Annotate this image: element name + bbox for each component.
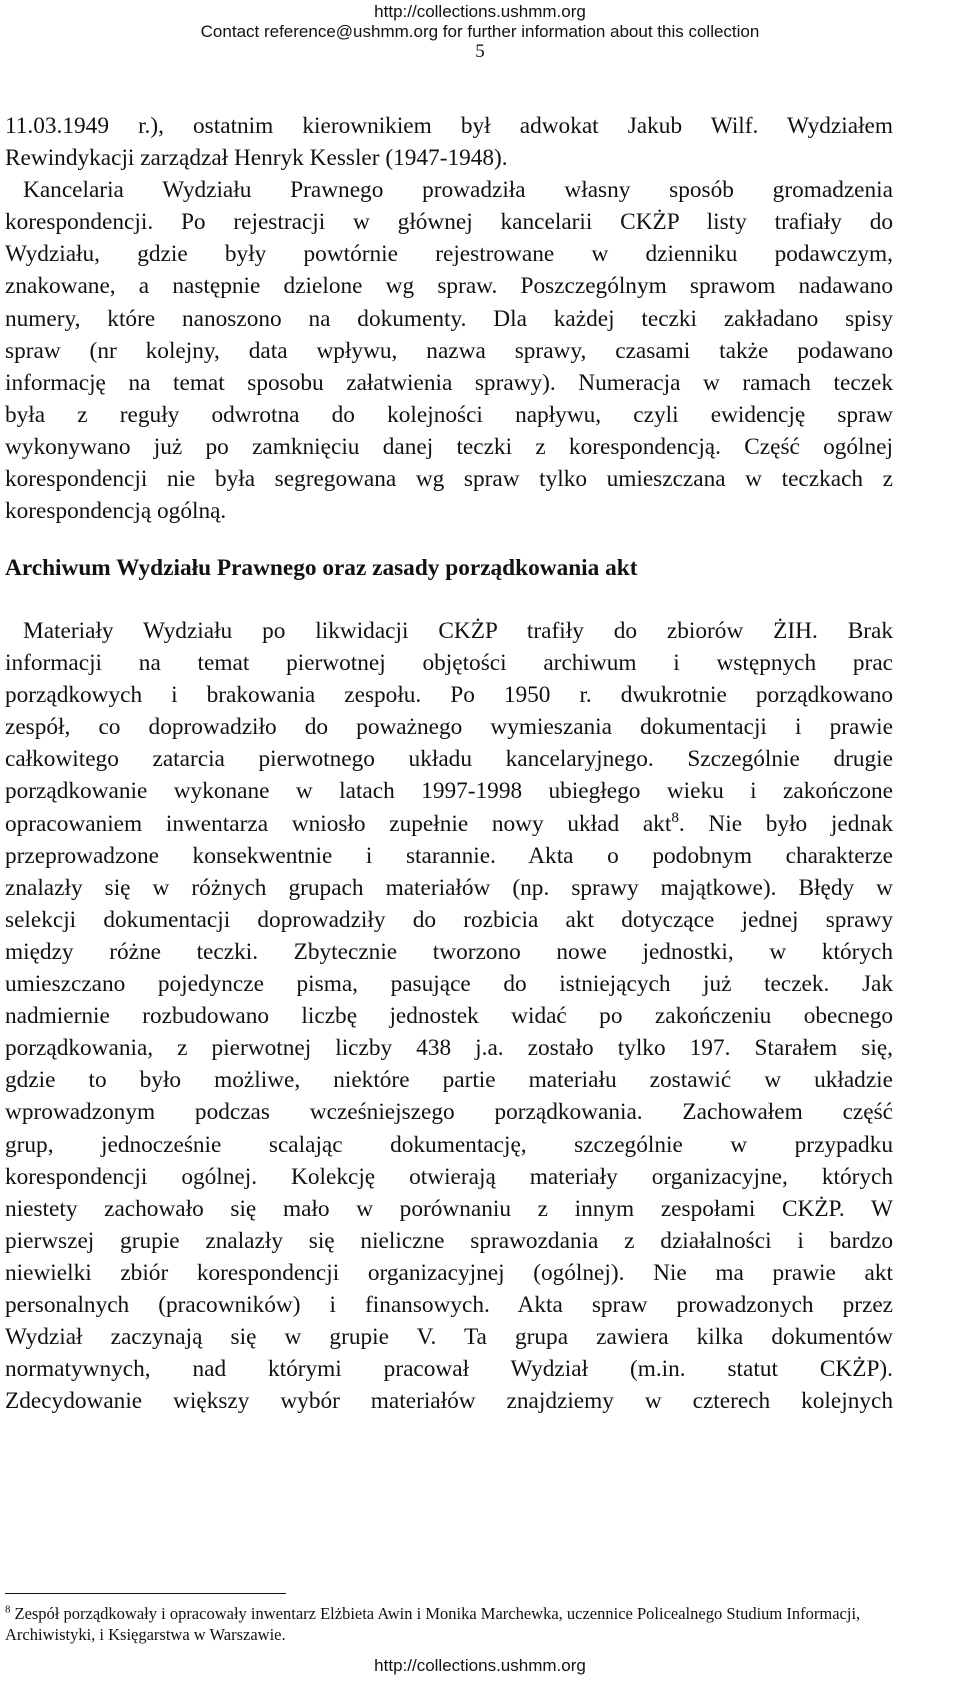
paragraph-kancelaria (5, 110, 893, 527)
footer-url: http://collections.ushmm.org (374, 1656, 586, 1675)
text-fragment: . Nie było jednak (678, 810, 894, 837)
text-line: pierwszej grupie znalazły się nieliczne sprawozdania z działalności i bardzo (5, 1227, 893, 1254)
text-line (5, 808, 893, 840)
text-line: była z reguły odwrotna do kolejności napływu, czyli ewidencję spraw (5, 401, 893, 428)
text-line: Zdecydowanie większy wybór materiałów znajdziemy w czterech kolejnych (5, 1388, 893, 1415)
text-line: grup, jednocześnie scalając dokumentację, szczególnie w przypadku (5, 1131, 893, 1158)
text-line: gdzie to było możliwe, niektóre partie materiału zostawić w układzie (5, 1067, 893, 1094)
text-line: 11.03.1949 r.), ostatnim kierownikiem był adwokat Jakub Wilf. Wydziałem (5, 113, 893, 139)
text-line: porządkowych i brakowania zespołu. Po 1950 r. dwukrotnie porządkowano (5, 682, 893, 709)
text-line: znalazły się w różnych grupach materiałów (np. sprawy majątkowe). Błędy w (5, 874, 893, 901)
text-line: wprowadzonym podczas wcześniejszego porządkowania. Zachowałem część (5, 1099, 893, 1126)
text-line: przeprowadzone konsekwentnie i starannie. Akta o podobnym charakterze (5, 842, 893, 869)
text-line: korespondencją ogólną. (5, 498, 227, 525)
text-line: korespondencji nie była segregowana wg spraw tylko umieszczana w teczkach z (5, 466, 893, 493)
text-fragment: opracowaniem inwentarza wniosło zupełnie nowy układ akt (5, 810, 672, 837)
text-line: niestety zachowało się mało w porównaniu z innym zespołami CKŻP. W (5, 1195, 893, 1222)
text-line: umieszczano pojedyncze pisma, pasujące do istniejących już teczek. Jak (5, 971, 893, 998)
text-line: numery, które nanoszono na dokumenty. Dla każdej teczki zakładano spisy (5, 305, 893, 332)
text-line: korespondencji ogólnej. Kolekcję otwierają materiały organizacyjne, których (5, 1163, 893, 1190)
text-line: Rewindykacji zarządzał Henryk Kessler (1947-1948). (5, 145, 508, 172)
text-line: porządkowania, z pierwotnej liczby 438 j.a. zostało tylko 197. Starałem się, (5, 1035, 893, 1062)
text-line: nadmiernie rozbudowano liczbę jednostek widać po zakończeniu obecnego (5, 1003, 893, 1030)
footnote-text: Zespół porządkowały i opracowały inwentarz Elżbieta Awin i Monika Marchewka, uczennice Policealnego Studium Informacji, Archiwistyki, i Księgarstwa w Warszawie. (5, 1604, 861, 1644)
text-line: Kancelaria Wydziału Prawnego prowadziła własny sposób gromadzenia (23, 177, 893, 204)
text-line: całkowitego zatarcia pierwotnego układu kancelaryjnego. Szczególnie drugie (5, 746, 893, 773)
footnote-marker: 8 (5, 1603, 11, 1616)
footnote-separator (5, 1593, 286, 1594)
text-line: zespół, co doprowadziło do poważnego wymieszania dokumentacji i prawie (5, 714, 893, 741)
footnote (5, 1603, 905, 1645)
section-heading: Archiwum Wydziału Prawnego oraz zasady porządkowania akt (5, 555, 638, 581)
text-line: spraw (nr kolejny, data wpływu, nazwa sprawy, czasami także podawano (5, 337, 893, 364)
text-line: personalnych (pracowników) i finansowych. Akta spraw prowadzonych przez (5, 1291, 893, 1318)
paragraph-archiwum (5, 615, 893, 1417)
footnote-reference[interactable]: 8 (671, 809, 679, 826)
text-line: Wydział zaczynają się w grupie V. Ta grupa zawiera kilka dokumentów (5, 1324, 893, 1351)
text-line: Wydziału, gdzie były powtórnie rejestrowane w dzienniku podawczym, (5, 241, 893, 268)
text-line: niewielki zbiór korespondencji organizacyjnej (ogólnej). Nie ma prawie akt (5, 1259, 893, 1286)
header-url: http://collections.ushmm.org (374, 2, 586, 21)
text-line: korespondencji. Po rejestracji w głównej kancelarii CKŻP listy trafiały do (5, 209, 893, 236)
page-number: 5 (475, 41, 485, 62)
text-line: wykonywano już po zamknięciu danej teczki z korespondencją. Część ogólnej (5, 433, 893, 460)
text-line: informację na temat sposobu załatwienia sprawy). Numeracja w ramach teczek (5, 369, 893, 396)
text-line: normatywnych, nad którymi pracował Wydział (m.in. statut CKŻP). (5, 1356, 893, 1383)
header-contact: Contact reference@ushmm.org for further information about this collection (200, 22, 760, 41)
text-line: selekcji dokumentacji doprowadziły do rozbicia akt dotyczące jednej sprawy (5, 906, 893, 933)
text-line: znakowane, a następnie dzielone wg spraw. Poszczególnym sprawom nadawano (5, 273, 893, 300)
text-line: między różne teczki. Zbytecznie tworzono nowe jednostki, w których (5, 938, 893, 965)
text-line: porządkowanie wykonane w latach 1997-1998 ubiegłego wieku i zakończone (5, 778, 893, 805)
text-line: informacji na temat pierwotnej objętości archiwum i wstępnych prac (5, 650, 893, 677)
text-line: Materiały Wydziału po likwidacji CKŻP trafiły do zbiorów ŻIH. Brak (23, 618, 893, 644)
